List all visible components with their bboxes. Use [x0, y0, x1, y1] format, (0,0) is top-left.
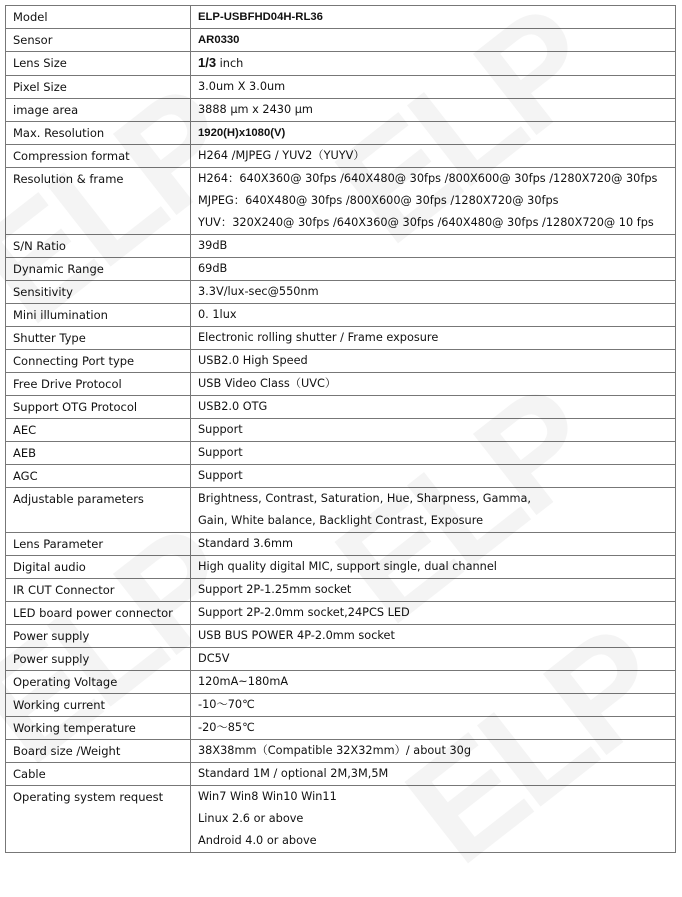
spec-label: Shutter Type: [6, 327, 191, 350]
spec-label: Connecting Port type: [6, 350, 191, 373]
spec-value-line: 3888 µm x 2430 µm: [198, 103, 313, 116]
spec-label: AEC: [6, 419, 191, 442]
spec-value: [191, 168, 676, 235]
spec-label: Cable: [6, 763, 191, 786]
spec-value: [191, 465, 676, 488]
spec-label: Operating system request: [6, 786, 191, 853]
spec-value-bold: 1/3: [198, 55, 217, 70]
spec-label: Working current: [6, 694, 191, 717]
spec-row: [6, 465, 676, 488]
spec-value-line: 120mA~180mA: [198, 675, 289, 688]
spec-row: [6, 235, 676, 258]
spec-row: [6, 76, 676, 99]
spec-row: [6, 533, 676, 556]
spec-row: [6, 556, 676, 579]
spec-label: IR CUT Connector: [6, 579, 191, 602]
spec-value: [191, 602, 676, 625]
spec-value: [191, 786, 676, 853]
spec-row: [6, 419, 676, 442]
spec-label: Free Drive Protocol: [6, 373, 191, 396]
spec-label: Working temperature: [6, 717, 191, 740]
spec-value-line: 69dB: [198, 262, 228, 275]
spec-value: [191, 694, 676, 717]
spec-value-line: 3.3V/lux-sec@550nm: [198, 285, 319, 298]
spec-row: [6, 145, 676, 168]
spec-row: [6, 168, 676, 235]
spec-value-line: -20～85℃: [198, 721, 255, 734]
spec-value: [191, 258, 676, 281]
spec-value: [191, 648, 676, 671]
spec-value-line: 1920(H)x1080(V): [198, 127, 286, 139]
spec-value-line: DC5V: [198, 652, 230, 665]
spec-value-line: Android 4.0 or above: [198, 834, 317, 847]
spec-value: [191, 304, 676, 327]
spec-value-line: H264 /MJPEG / YUV2（YUYV）: [198, 149, 365, 162]
spec-value-line: Support 2P-2.0mm socket,24PCS LED: [198, 606, 410, 619]
spec-value: [191, 717, 676, 740]
spec-label: Power supply: [6, 648, 191, 671]
spec-value: [191, 419, 676, 442]
spec-label: AGC: [6, 465, 191, 488]
spec-row: [6, 6, 676, 29]
spec-row: [6, 488, 676, 533]
spec-label: Lens Parameter: [6, 533, 191, 556]
spec-table: [5, 5, 676, 853]
spec-value: [191, 145, 676, 168]
spec-value: [191, 488, 676, 533]
spec-value-line: Standard 3.6mm: [198, 537, 293, 550]
spec-row: [6, 579, 676, 602]
spec-row: [6, 304, 676, 327]
spec-row: [6, 786, 676, 853]
spec-value: [191, 763, 676, 786]
spec-value: [191, 52, 676, 76]
spec-value: [191, 327, 676, 350]
spec-value: [191, 556, 676, 579]
spec-value: [191, 29, 676, 52]
spec-label: S/N Ratio: [6, 235, 191, 258]
spec-value: [191, 442, 676, 465]
spec-label: LED board power connector: [6, 602, 191, 625]
spec-value-line: inch: [216, 57, 244, 70]
spec-row: [6, 694, 676, 717]
spec-value-line: 39dB: [198, 239, 228, 252]
spec-row: [6, 442, 676, 465]
spec-row: [6, 52, 676, 76]
spec-value-line: Support: [198, 423, 243, 436]
spec-value-line: Support: [198, 446, 243, 459]
spec-row: [6, 671, 676, 694]
spec-label: Operating Voltage: [6, 671, 191, 694]
spec-label: Support OTG Protocol: [6, 396, 191, 419]
spec-label: Power supply: [6, 625, 191, 648]
spec-label: AEB: [6, 442, 191, 465]
spec-value-line: 0. 1lux: [198, 308, 237, 321]
spec-value-line: 38X38mm（Compatible 32X32mm）/ about 30g: [198, 744, 472, 757]
spec-value-line: YUV：320X240@ 30fps /640X360@ 30fps /640X480@ 30fps /1280X720@ 10 fps: [198, 216, 654, 229]
spec-value-line: AR0330: [198, 34, 240, 46]
spec-value: [191, 396, 676, 419]
spec-value: [191, 281, 676, 304]
spec-row: [6, 740, 676, 763]
spec-row: [6, 602, 676, 625]
spec-value-line: USB Video Class（UVC）: [198, 377, 337, 390]
spec-label: Model: [6, 6, 191, 29]
spec-value: [191, 533, 676, 556]
spec-label: Dynamic Range: [6, 258, 191, 281]
spec-value-line: Linux 2.6 or above: [198, 812, 304, 825]
spec-label: Max. Resolution: [6, 122, 191, 145]
spec-row: [6, 327, 676, 350]
spec-value: [191, 579, 676, 602]
spec-value-line: Electronic rolling shutter / Frame exposure: [198, 331, 439, 344]
spec-label: Board size /Weight: [6, 740, 191, 763]
spec-label: image area: [6, 99, 191, 122]
spec-row: [6, 99, 676, 122]
spec-value-line: USB2.0 OTG: [198, 400, 268, 413]
spec-row: [6, 373, 676, 396]
spec-value: [191, 373, 676, 396]
spec-label: Digital audio: [6, 556, 191, 579]
spec-value: [191, 740, 676, 763]
spec-label: Pixel Size: [6, 76, 191, 99]
spec-value: [191, 6, 676, 29]
spec-value: [191, 625, 676, 648]
spec-row: [6, 396, 676, 419]
spec-value-line: USB BUS POWER 4P-2.0mm socket: [198, 629, 395, 642]
spec-label: Sensitivity: [6, 281, 191, 304]
spec-value-line: Support: [198, 469, 243, 482]
spec-value-line: Win7 Win8 Win10 Win11: [198, 790, 337, 803]
spec-value-line: Standard 1M / optional 2M,3M,5M: [198, 767, 389, 780]
spec-value: [191, 671, 676, 694]
spec-label: Resolution & frame: [6, 168, 191, 235]
spec-value-line: ELP-USBFHD04H-RL36: [198, 11, 323, 23]
spec-value-line: H264：640X360@ 30fps /640X480@ 30fps /800X600@ 30fps /1280X720@ 30fps: [198, 172, 658, 185]
spec-label: Compression format: [6, 145, 191, 168]
spec-value-line: Brightness, Contrast, Saturation, Hue, Sharpness, Gamma,: [198, 492, 531, 505]
spec-value-line: Support 2P-1.25mm socket: [198, 583, 352, 596]
spec-row: [6, 122, 676, 145]
spec-value-line: -10～70℃: [198, 698, 255, 711]
spec-row: [6, 648, 676, 671]
spec-label: Adjustable parameters: [6, 488, 191, 533]
spec-label: Lens Size: [6, 52, 191, 76]
spec-value-line: USB2.0 High Speed: [198, 354, 308, 367]
spec-value: [191, 99, 676, 122]
spec-value: [191, 76, 676, 99]
spec-row: [6, 625, 676, 648]
spec-value-line: MJPEG：640X480@ 30fps /800X600@ 30fps /1280X720@ 30fps: [198, 194, 559, 207]
spec-row: [6, 29, 676, 52]
spec-value: [191, 235, 676, 258]
spec-row: [6, 717, 676, 740]
spec-value-line: High quality digital MIC, support single, dual channel: [198, 560, 497, 573]
spec-label: Sensor: [6, 29, 191, 52]
spec-row: [6, 350, 676, 373]
spec-row: [6, 281, 676, 304]
spec-label: Mini illumination: [6, 304, 191, 327]
spec-value-line: 3.0um X 3.0um: [198, 80, 286, 93]
spec-value: [191, 122, 676, 145]
spec-row: [6, 258, 676, 281]
spec-value-line: Gain, White balance, Backlight Contrast, Exposure: [198, 514, 484, 527]
spec-row: [6, 763, 676, 786]
spec-value: [191, 350, 676, 373]
